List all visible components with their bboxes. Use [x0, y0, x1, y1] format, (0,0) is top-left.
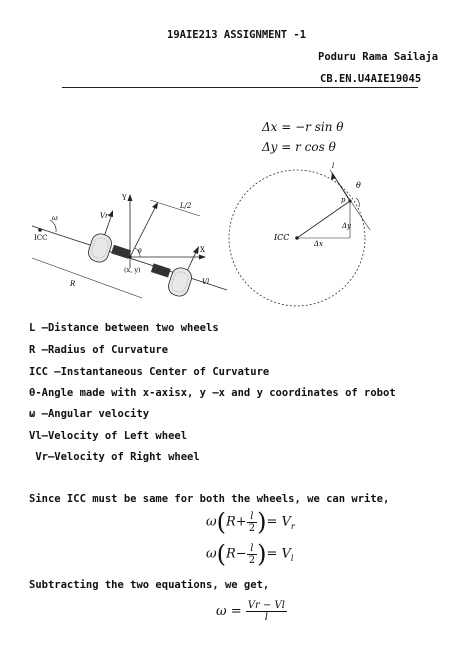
xy-label: (x, y) [124, 266, 141, 274]
right-wheel [86, 232, 114, 265]
eqB-rhs: = V [266, 546, 291, 562]
eq-delta-y: Δy = r cos θ [262, 140, 336, 154]
dx-label: Δx [314, 240, 324, 248]
eqB-r: R [225, 546, 236, 562]
eqB-lhs: ω [206, 546, 217, 562]
icc-point [38, 228, 42, 232]
icc-label-right: ICC [274, 233, 290, 242]
eqB-op: − [235, 546, 247, 562]
def-radius: R –Radius of Curvature [29, 344, 169, 356]
equation-left-wheel: ω(R− $\frac{l}{2}$ )= $V_l$ [206, 540, 294, 568]
final-lhs: ω = [216, 604, 242, 619]
def-length: L –Distance between two wheels [29, 322, 219, 334]
eqB-num: l [247, 543, 257, 555]
r-label: R [70, 280, 76, 288]
l-label: l [332, 162, 335, 170]
equation-omega [216, 600, 287, 623]
def-vr: Vr–Velocity of Right wheel [29, 451, 200, 463]
radius-line [297, 201, 350, 238]
icc-label: ICC [34, 234, 48, 242]
p-label: p [341, 196, 346, 204]
def-icc: ICC –Instantaneous Center of Curvature [29, 366, 270, 378]
eqA-sub: r [290, 522, 295, 532]
paragraph-subtract: Subtracting the two equations, we get, [29, 579, 270, 591]
eqA-lhs: ω [206, 514, 217, 530]
eqA-r: R [225, 514, 236, 530]
half-l-dimension [150, 200, 200, 216]
eqA-rhs: = V [266, 514, 291, 530]
eqA-den: 2 [248, 522, 256, 534]
doc-title: 19AIE213 ASSIGNMENT -1 [167, 29, 307, 41]
equation-right-wheel: ω(R+ $\frac{l}{2}$ )= $V_r$ [206, 508, 295, 536]
header-divider [62, 87, 418, 88]
icc-circle-diagram [222, 158, 392, 318]
paragraph-icc-same: Since ICC must be same for both the wheels, we can write, [29, 493, 390, 505]
roll-number: CB.EN.U4AIE19045 [320, 73, 422, 85]
eqA-op: + [235, 514, 247, 530]
half-l-label: L/2 [180, 202, 192, 210]
heading-vector [130, 206, 156, 257]
vl-label: Vl [202, 278, 210, 286]
eq-delta-x: Δx = −r sin θ [262, 120, 344, 134]
def-theta: θ-Angle made with x-axisx, y –x and y coordinates of robot [29, 387, 396, 399]
author-name: Poduru Rama Sailaja [318, 51, 439, 63]
eqB-sub: l [290, 554, 294, 564]
x-axis-label: X [200, 246, 205, 254]
dy-label: Δy [342, 222, 352, 230]
def-omega: ω –Angular velocity [29, 408, 150, 420]
final-num: Vr − Vl [247, 600, 285, 611]
y-axis-label: Y [122, 194, 127, 202]
eqB-den: 2 [248, 554, 256, 566]
theta-label: θ [138, 248, 142, 255]
radius-dimension [32, 258, 142, 298]
vr-label: Vr [100, 212, 109, 220]
final-den: l [264, 612, 268, 623]
robot-diagram [22, 190, 237, 305]
def-vl: Vl–Velocity of Left wheel [29, 430, 188, 442]
left-wheel [166, 266, 194, 299]
omega-label: ω [52, 214, 58, 222]
eqA-num: l [247, 511, 257, 523]
theta-label-right: θ [356, 181, 361, 190]
